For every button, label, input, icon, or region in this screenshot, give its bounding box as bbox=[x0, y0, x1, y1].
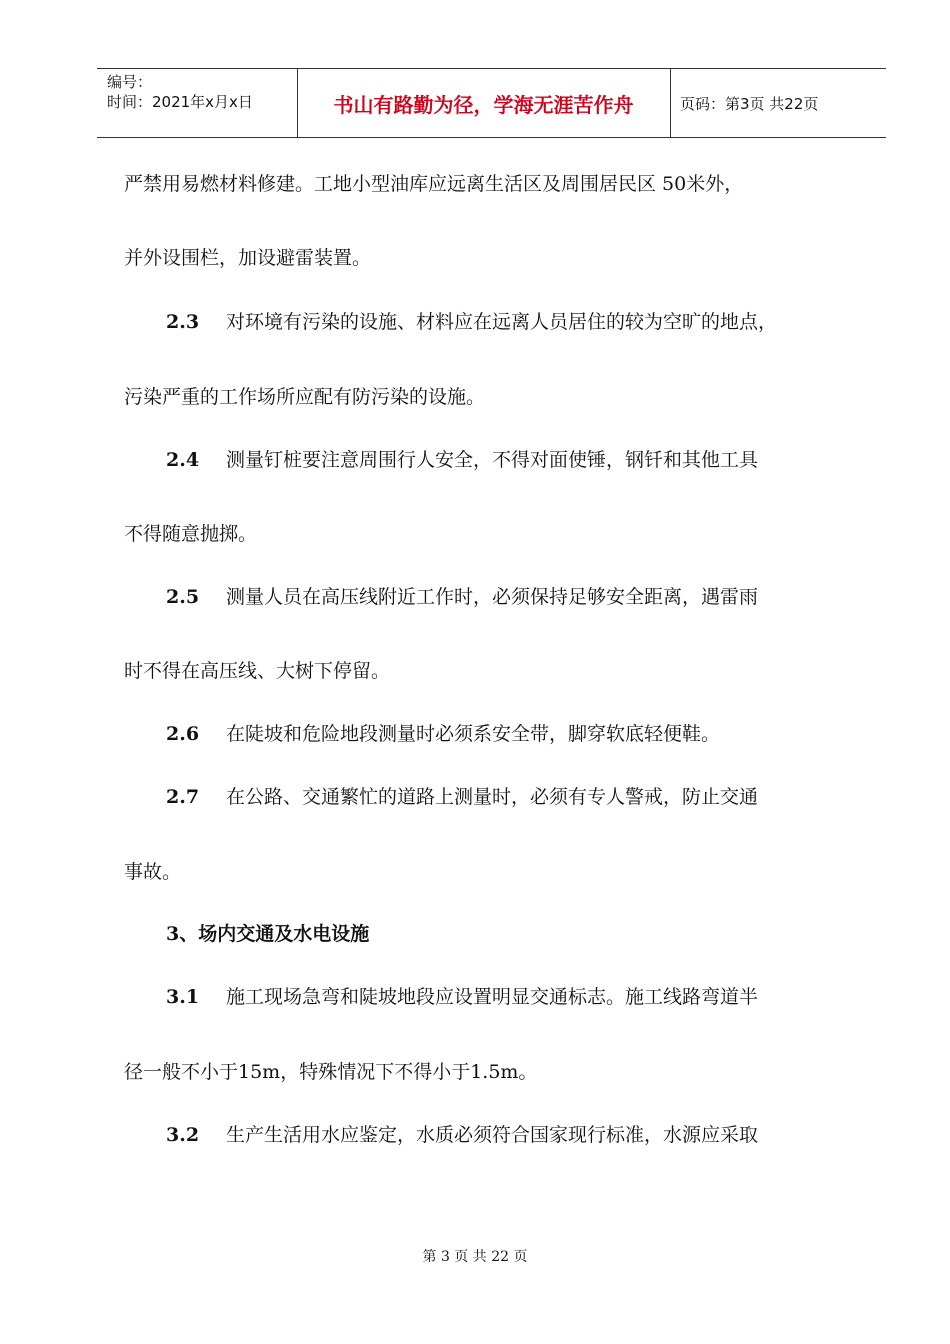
code-label: 编号： bbox=[107, 73, 153, 91]
section-text: 测量钉桩要注意周围行人安全，不得对面使锤，钢钎和其他工具 bbox=[226, 449, 759, 471]
section-number: 2.5 bbox=[166, 586, 200, 608]
section-text: 在公路、交通繁忙的道路上测量时，必须有专人警戒，防止交通 bbox=[226, 786, 759, 808]
section-2-6-line-1 bbox=[166, 722, 926, 746]
section-2-5-line-1 bbox=[166, 585, 926, 609]
section-number: 2.6 bbox=[166, 723, 200, 745]
section-number: 3.2 bbox=[166, 1124, 200, 1146]
section-text: 在陡坡和危险地段测量时必须系安全带，脚穿软底轻便鞋。 bbox=[226, 723, 721, 745]
header-motto: 书山有路勤为径，学海无涯苦作舟 bbox=[333, 93, 634, 117]
section-2-3-line-1 bbox=[166, 310, 926, 334]
section-2-7-line-2: 事故。 bbox=[124, 861, 182, 883]
header-page-info: 页码：第3页 共22页 bbox=[680, 95, 819, 113]
section-2-5-line-2: 时不得在高压线、大树下停留。 bbox=[124, 660, 391, 682]
section-2-7-line-1 bbox=[166, 785, 926, 809]
paragraph-line: 严禁用易燃材料修建。工地小型油库应远离生活区及周围居民区 50米外， bbox=[124, 173, 744, 195]
section-text: 对环境有污染的设施、材料应在远离人员居住的较为空旷的地点， bbox=[226, 311, 778, 333]
section-text: 测量人员在高压线附近工作时，必须保持足够安全距离，遇雷雨 bbox=[226, 586, 759, 608]
section-2-3-line-2: 污染严重的工作场所应配有防污染的设施。 bbox=[124, 386, 486, 408]
section-number: 2.7 bbox=[166, 786, 200, 808]
header-motto-cell bbox=[297, 69, 671, 137]
section-3-1-line-1 bbox=[166, 985, 926, 1009]
section-text: 施工现场急弯和陡坡地段应设置明显交通标志。施工线路弯道半 bbox=[226, 986, 759, 1008]
header-page-cell bbox=[670, 69, 886, 137]
page-header bbox=[97, 68, 886, 138]
section-3-2-line-1 bbox=[166, 1123, 926, 1147]
section-2-4-line-1 bbox=[166, 448, 926, 472]
section-2-4-line-2: 不得随意抛掷。 bbox=[124, 523, 258, 545]
section-3-1-line-2: 径一般不小于15m，特殊情况下不得小于1.5m。 bbox=[124, 1061, 538, 1083]
section-number: 3.1 bbox=[166, 986, 200, 1008]
section-text: 生产生活用水应鉴定，水质必须符合国家现行标准，水源应采取 bbox=[226, 1124, 759, 1146]
section-heading: 3、场内交通及水电设施 bbox=[166, 923, 370, 945]
page-footer: 第 3 页 共 22 页 bbox=[422, 1249, 528, 1265]
paragraph-line: 并外设围栏，加设避雷装置。 bbox=[124, 247, 372, 269]
header-meta-cell bbox=[97, 69, 298, 137]
time-label: 时间：2021年x月x日 bbox=[107, 93, 253, 111]
section-number: 2.4 bbox=[166, 449, 200, 471]
section-number: 2.3 bbox=[166, 311, 200, 333]
